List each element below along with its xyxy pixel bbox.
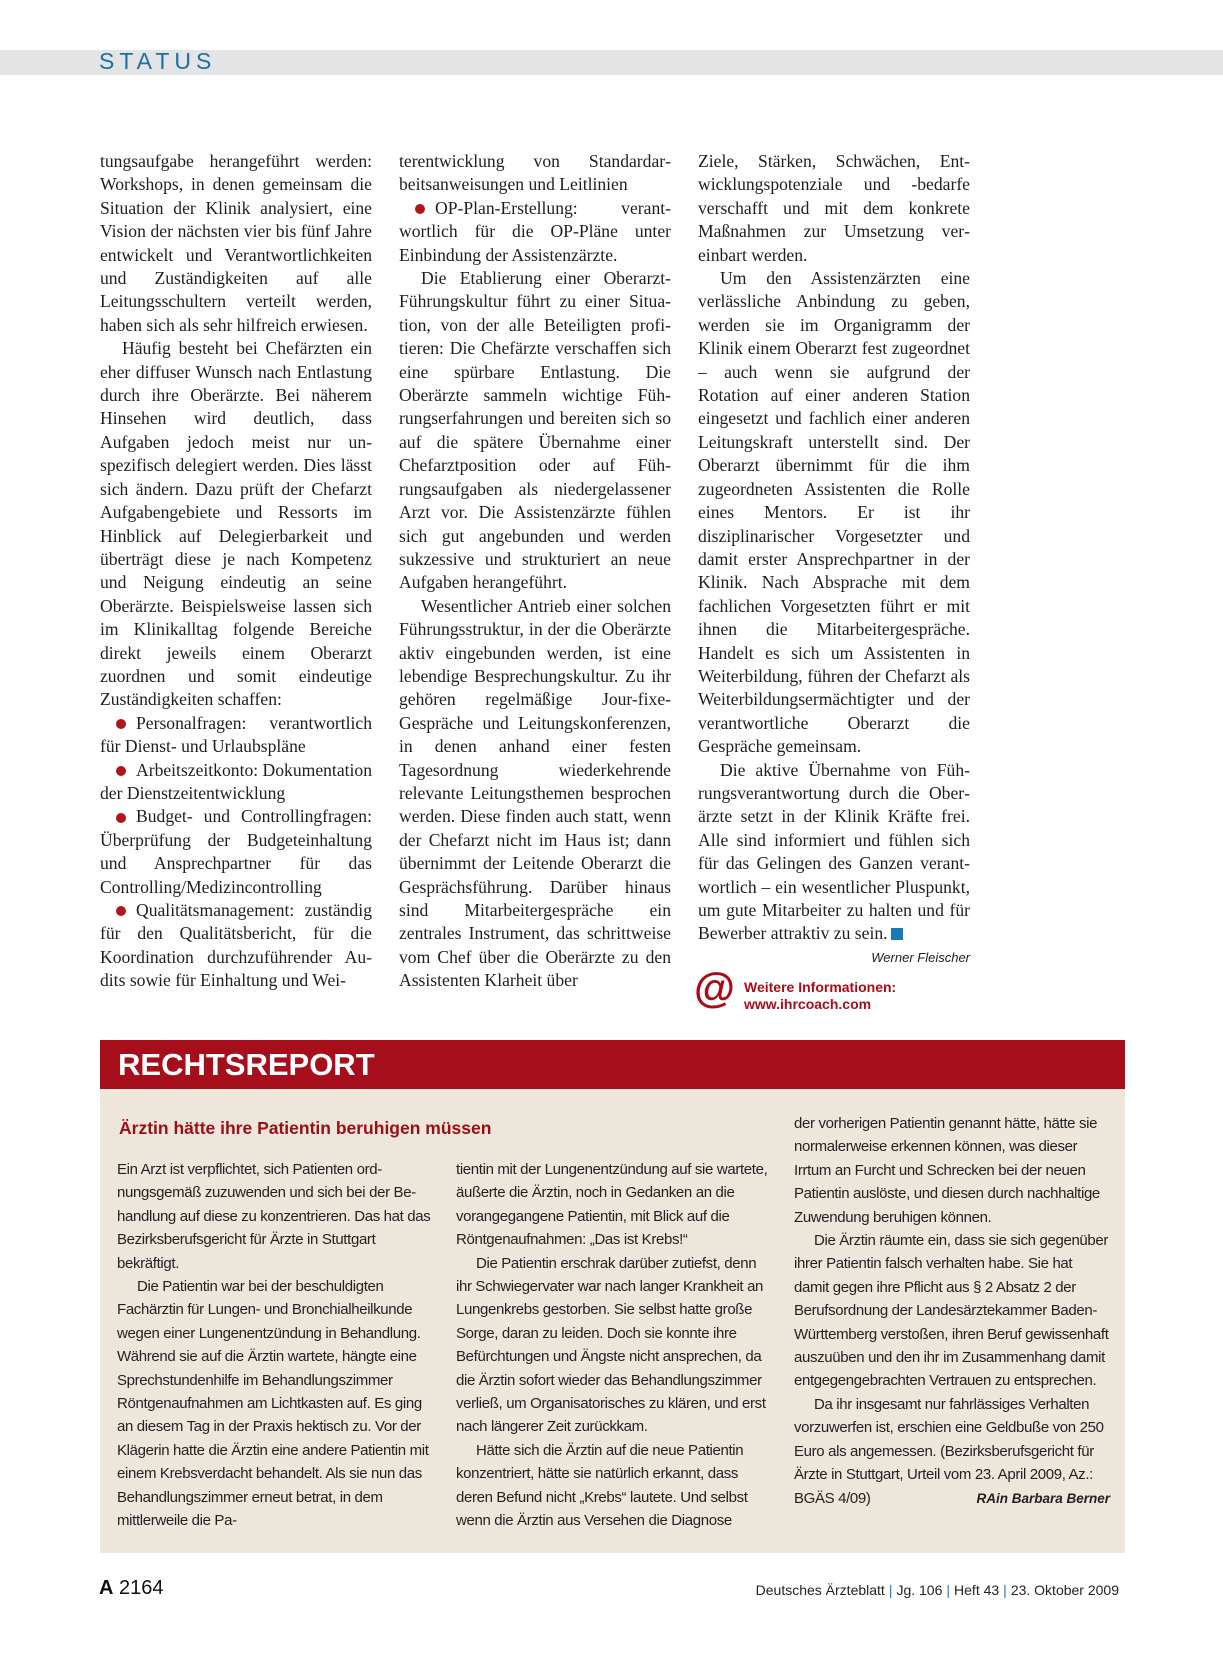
- report-closing-text: Da ihr insgesamt nur fahrlässiges Verhalten vorzuwerfen ist, erschien eine Geldbuße von 250 Euro als angemessen. (Bezirksberufsgericht für Ärzte in Stuttgart, Urteil vom 23. April 2009, Az.: BGÄS 4/09): [794, 1395, 1104, 1507]
- article-paragraph: [698, 759, 970, 946]
- footer-separator: |: [946, 1582, 951, 1598]
- bullet-item: [399, 197, 671, 267]
- bullet-item: [100, 805, 372, 899]
- article-paragraph: Häufig besteht bei Chefärzten ein eher diffuser Wunsch nach Entlastung durch ihre Oberärzte. Bei näherem Hinsehen wird deutlich, dass Aufgaben jedoch meist nur unspezifisch delegiert werden. Dies lässt sich ändern. Dazu prüft der Chefarzt Aufgabengebiete und Ressorts im Hinblick auf Delegierbarkeit und überträgt diese je nach Kompetenz und Neigung eindeutig an seine Oberärzte. Beispielsweise lassen sich im Klinikalltag folgende Bereiche direkt jeweils einem Oberarzt zuordnen und somit eindeutige Zuständigkeiten schaffen:: [100, 338, 372, 710]
- article-column-2: [399, 150, 671, 993]
- article-paragraph: Ziele, Stärken, Schwächen, Entwicklungspotenziale und -bedarfe verschafft und mit dem konkrete Maßnahmen zur Umsetzung vereinbart werden.: [698, 151, 970, 265]
- journal-footer: [756, 1582, 1119, 1598]
- journal-name: Deutsches Ärzteblatt: [755, 1582, 885, 1598]
- page-number: [99, 1577, 164, 1600]
- legal-report-headline: Ärztin hätte ihre Patientin beruhigen müssen: [119, 1118, 492, 1138]
- bullet-text: Qualitätsmanagement: zuständig für den Qualitätsbericht, für die Koordination durchzuführender Audits sowie für Einhaltung und Wei-: [100, 900, 372, 991]
- footer-separator: |: [888, 1582, 893, 1598]
- journal-date: 23. Oktober 2009: [1010, 1582, 1119, 1598]
- report-paragraph: Die Patientin erschrak darüber zutiefst, denn ihr Schwiegervater war nach langer Krankheit an Lungenkrebs gestorben. Sie selbst hatte große Sorge, daran zu leiden. Doch sie konnte ihre Befürchtungen und Ängste nicht ansprechen, da die Ärztin sofort wieder das Behandlungszimmer verließ, um Organisatorisches zu klären, und erst nach längerer Zeit zurückkam.: [456, 1254, 766, 1436]
- legal-report-box: [100, 1040, 1125, 1553]
- report-author: RAin Barbara Berner: [976, 1490, 1110, 1506]
- journal-issue: Heft 43: [954, 1582, 1000, 1598]
- legal-report-header: [100, 1040, 1125, 1089]
- bullet-dot-icon: [116, 906, 126, 916]
- more-info-link[interactable]: www.ihrcoach.com: [744, 996, 872, 1012]
- report-paragraph: tientin mit der Lungenentzündung auf sie wartete, äußerte die Ärztin, noch in Gedanken an die vorangegangene Patientin, mit Blick auf die Röntgenaufnahmen: „Das ist Krebs!“: [456, 1161, 768, 1249]
- article-paragraph: tungsaufgabe herangeführt werden: Workshops, in denen gemeinsam die Situation der Klinik analysiert, eine Vision der nächsten vier bis fünf Jahre entwickelt und Verantwortlichkeiten und Zuständigkeiten auf alle Leitungsschultern verteilt werden, haben sich als sehr hilfreich erwiesen.: [100, 151, 372, 335]
- more-info-box: [694, 964, 954, 1017]
- legal-report-column-1: [117, 1158, 433, 1533]
- bullet-text: Personalfragen: verantwortlich für Dienst- und Urlaubspläne: [100, 712, 372, 757]
- bullet-text: Arbeitszeitkonto: Dokumentation der Dienstzeitentwicklung: [100, 759, 373, 803]
- report-paragraph: Die Patientin war bei der beschuldigten Fachärztin für Lungen- und Bronchialheilkunde wegen einer Lungenentzündung in Behandlung. Während sie auf die Ärztin wartete, hängte eine Sprechstundenhilfe im Behandlungszimmer Röntgenaufnahmen am Lichtkasten auf. Es ging an diesem Tag in der Praxis hektisch zu. Vor der Klägerin hatte die Ärztin eine andere Patientin mit einem Krebsverdacht behandelt. Als sie nun das Behandlungszimmer erneut betrat, in dem mittlerweile die Pa-: [117, 1278, 429, 1530]
- footer-separator: |: [1003, 1582, 1007, 1598]
- bullet-text: Budget- und Controllingfragen: Überprüfung der Budgeteinhaltung und Ansprechpartner für das Controlling/Medizincontrolling: [100, 806, 372, 897]
- article-closing-text: Die aktive Übernahme von Führungsverantwortung durch die Oberärzte setzt in der Klinik Kräfte frei. Alle sind informiert und fühlen sich für das Gelingen des Ganzen verantwortlich – ein wesentlicher Pluspunkt, um gute Mitarbeiter zu halten und für Bewerber attraktiv zu sein.: [698, 759, 970, 944]
- bullet-dot-icon: [116, 813, 126, 823]
- end-of-article-icon: [891, 928, 903, 940]
- section-label: STATUS: [99, 48, 217, 74]
- bullet-item: [100, 712, 372, 759]
- legal-report-column-3: [794, 1112, 1110, 1510]
- page-number-value: 2164: [119, 1577, 164, 1599]
- at-sign-icon: @: [694, 964, 735, 1011]
- bullet-item: [100, 759, 372, 806]
- article-author: Werner Fleischer: [871, 949, 970, 965]
- bullet-dot-icon: [116, 719, 126, 729]
- report-paragraph: der vorherigen Patientin genannt hätte, hätte sie normalerweise erkennen können, was dieser Irrtum an Furcht und Schrecken bei der neuen Patientin auslöste, und diesen durch nachhaltige Zuwendung beruhigen können.: [794, 1115, 1100, 1226]
- article-paragraph: Die Etablierung einer Oberarzt-Führungskultur führt zu einer Situation, von der alle Beteiligten profitieren: Die Chefärzte verschaffen sich eine spürbare Entlastung. Die Oberärzte sammeln wichtige Führungserfahrungen und bereiten sich so auf die spätere Übernahme einer Chefarztposition oder auf Führungsaufgaben als niedergelassener Arzt vor. Die Assistenzärzte fühlen sich gut angebunden und werden sukzessive und strukturiert an neue Aufgaben herangeführt.: [399, 268, 671, 593]
- bullet-text: OP-Plan-Erstellung: verantwortlich für die OP-Pläne unter Einbindung der Assistenzärzte.: [399, 197, 671, 265]
- report-paragraph: Hätte sich die Ärztin auf die neue Patientin konzentriert, hätte sie natürlich erkannt, dass deren Befund nicht „Krebs“ lautete. Und selbst wenn die Ärztin aus Versehen die Diagnose: [456, 1441, 748, 1530]
- legal-report-title: RECHTSREPORT: [118, 1047, 375, 1082]
- article-paragraph: Wesentlicher Antrieb einer solchen Führungsstruktur, in der die Oberärzte aktiv eingebunden werden, ist eine lebendige Besprechungskultur. Zu ihr gehören regelmäßige Jour-fixe-Gespräche und Leitungskonferenzen, in denen anhand einer festen Tagesordnung wiederkehrende relevante Leitungsthemen besprochen werden. Diese finden auch statt, wenn der Chefarzt nicht im Haus ist; dann übernimmt der Leitende Oberarzt die Gesprächsführung. Darüber hinaus sind Mitarbeitergespräche ein zentrales Instrument, das schrittweise vom Chef über die Oberärzte zu den Assistenten Klarheit über: [399, 595, 671, 991]
- report-paragraph: Die Ärztin räumte ein, dass sie sich gegenüber ihrer Patientin falsch verhalten habe. Sie hat damit gegen ihre Pflicht aus § 2 Absatz 2 der Berufsordnung der Landesärztekammer Baden-Württemberg verstoßen, ihren Beruf gewissenhaft auszuüben und den ihr im Zusammenhang damit entgegengebrachten Vertrauen zu entsprechen.: [794, 1232, 1109, 1390]
- page-letter: A: [99, 1577, 114, 1599]
- report-paragraph: Ein Arzt ist verpflichtet, sich Patienten ordnungsgemäß zuzuwenden und sich bei der Behandlung auf diese zu konzentrieren. Das hat das Bezirksberufsgericht für Ärzte in Stuttgart bekräftigt.: [117, 1161, 431, 1272]
- legal-report-column-2: [456, 1158, 772, 1533]
- article-column-3: [698, 150, 970, 968]
- article-paragraph: terentwicklung von Standardarbeitsanweisungen und Leitlinien: [399, 151, 671, 195]
- more-info-label: Weitere Informationen:: [744, 979, 897, 995]
- report-paragraph: [794, 1393, 1110, 1510]
- bullet-dot-icon: [415, 204, 425, 214]
- article-column-1: [100, 150, 372, 993]
- bullet-item: [100, 899, 372, 993]
- article-paragraph: Um den Assistenzärzten eine verlässliche Anbindung zu geben, werden sie im Organigramm der Klinik einem Oberarzt fest zugeordnet – auch wenn sie aufgrund der Rotation auf einer anderen Station eingesetzt und fachlich einer anderen Leitungskraft unterstellt sind. Der Oberarzt übernimmt für die ihm zugeordneten Assistenten die Rolle eines Mentors. Er ist ihr disziplinarischer Vorgesetzter und damit erster Ansprechpartner in der Klinik. Nach Absprache mit dem fachlichen Vorgesetzten führt er mit ihnen die Mitarbeitergespräche. Handelt es sich um Assistenten in Weiterbildung, führen der Chefarzt als Weiterbildungsermächtigter und der verantwortliche Oberarzt die Gespräche gemeinsam.: [698, 268, 970, 757]
- journal-volume: Jg. 106: [896, 1582, 943, 1598]
- bullet-dot-icon: [116, 766, 126, 776]
